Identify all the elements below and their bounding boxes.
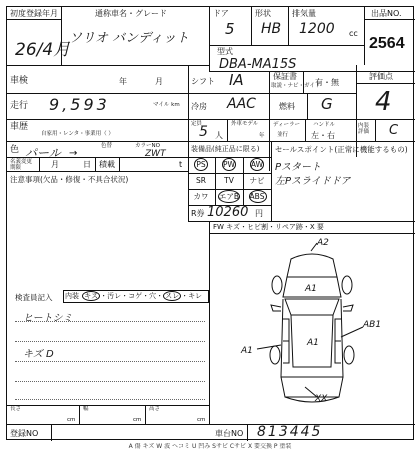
cargo-label: 積載	[99, 160, 115, 169]
length-unit: cm	[67, 417, 76, 423]
warranty-value: 有・無	[315, 78, 339, 87]
score-label: 評価点	[369, 72, 393, 81]
color-no-label: カラーNO	[135, 143, 160, 149]
diagram-mark-xx: XX	[315, 394, 328, 404]
height-unit: cm	[197, 417, 206, 423]
recycle-unit: 円	[255, 209, 263, 218]
diagram-legend: FW キズ・ヒビ割・リペア跡・X 要	[213, 223, 324, 231]
inspector-options: 内装 キズ ・汚レ・コゲ・穴・ スレ ・キレ	[63, 290, 209, 303]
diagram-mark-a1-side: A1	[241, 346, 253, 356]
diagram-mark-a1-hood: A1	[305, 284, 317, 294]
equipment-ps: PS	[196, 160, 206, 169]
exterior-year: 年	[259, 133, 265, 139]
shift-label: シフト	[191, 77, 215, 86]
interior-label: 内装評価	[358, 123, 370, 135]
inspector-option-interior: 内装	[65, 292, 79, 300]
name-change-month: 月	[51, 160, 59, 169]
listing-no-value: 2564	[369, 35, 405, 52]
equipment-pw: PW	[223, 160, 235, 169]
inspection-month: 月	[155, 77, 163, 86]
doors-label: ドア	[213, 9, 229, 18]
model-code-label: 型式	[217, 47, 233, 56]
shape-label: 形状	[255, 9, 271, 18]
reg-no-label: 登録NO	[10, 429, 39, 438]
score-value: 4	[375, 87, 392, 117]
inspector-label: 検査員記入	[15, 293, 53, 302]
footer-legend: A 傷 キズ W 波 ヘコミ U 凹み Sサビ Cサビ X 要交換 P 塗装	[128, 443, 292, 450]
dealer-sub: 並行	[277, 132, 289, 138]
equipment-label: 装備品(純正品に限る)	[191, 145, 260, 153]
name-change-label: 名義変更期限	[10, 159, 33, 171]
ac-label: 冷房	[191, 102, 207, 111]
mileage-value: 9,593	[49, 95, 110, 114]
equipment-sr: SR	[196, 176, 206, 185]
model-name-value: ソリオ バンディット	[69, 31, 189, 46]
inspector-note-2: キズ D	[23, 349, 54, 360]
inspection-label: 車検	[10, 76, 29, 86]
diagram-mark-a2: A2	[317, 238, 329, 248]
capacity-unit: 人	[215, 131, 223, 140]
length-label: 長さ	[10, 406, 22, 412]
history-sub: 自家用・レンタ・事業用（ ）	[41, 131, 114, 137]
equipment-navi: ナビ	[249, 176, 265, 185]
chassis-value: 813445	[257, 424, 323, 440]
inspector-option-hole: 穴	[149, 292, 157, 300]
width-label: 幅	[83, 406, 89, 412]
listing-no-label: 出品NO.	[371, 9, 402, 18]
name-change-day: 日	[83, 160, 91, 169]
mileage-unit: マイル km	[153, 102, 180, 108]
color-label: 色	[10, 145, 20, 155]
color-arrow-icon: →	[69, 148, 78, 159]
ac-value: AAC	[227, 96, 256, 112]
warranty-label: 保証書	[273, 72, 297, 81]
recycle-value: 10260	[207, 205, 249, 220]
model-name-label: 通称車名・グレード	[95, 9, 167, 18]
history-label: 車歴	[10, 122, 29, 132]
exterior-model-label: 外車モデル	[231, 121, 259, 127]
chassis-label: 車台NO	[215, 429, 244, 438]
fuel-value: G	[321, 95, 333, 113]
inspector-option-rub: スレ	[165, 292, 180, 300]
color-value: パール	[25, 146, 61, 160]
shape-value: HB	[261, 21, 282, 37]
car-diagram	[213, 237, 411, 417]
equipment-abs: ABS	[249, 192, 265, 201]
model-code-value: DBA-MA15S	[219, 57, 297, 72]
dealer-label: ディーラー	[273, 122, 301, 128]
inspector-option-dirt: 汚レ	[107, 292, 122, 300]
color-no-value: ZWT	[145, 149, 166, 159]
warranty-sub: 取説・ナビ・ガイド	[271, 83, 321, 89]
first-registration-value: 26/4月	[15, 40, 71, 60]
equipment-aw: AW	[250, 160, 264, 169]
displacement-value: 1200	[299, 21, 335, 37]
equipment-tv: TV	[224, 176, 234, 185]
mileage-label: 走行	[10, 101, 29, 111]
inspection-sheet	[6, 6, 414, 440]
inspector-option-burn: コゲ	[128, 292, 143, 300]
doors-value: 5	[225, 20, 235, 38]
inspection-year: 年	[119, 77, 127, 86]
handle-label: ハンドル	[313, 122, 336, 128]
capacity-label: 定員	[191, 121, 203, 127]
height-label: 高さ	[149, 406, 161, 412]
displacement-label: 排気量	[292, 9, 316, 18]
sales-point-label: セールスポイント(正常に機能するもの)	[275, 145, 408, 154]
inspector-option-scratch: キズ	[84, 292, 99, 300]
displacement-unit: cc	[349, 29, 358, 38]
equipment-airbag: エアB	[218, 192, 240, 201]
diagram-mark-a1-roof: A1	[307, 338, 319, 348]
inspector-option-cut: キレ	[188, 292, 203, 300]
shift-value: IA	[229, 71, 244, 89]
sales-point-line-1: Pスタート	[275, 162, 322, 173]
recycle-label: R券	[191, 209, 205, 218]
interior-value: C	[389, 123, 399, 138]
first-registration-label: 初度登録年月	[10, 9, 58, 18]
diagram-mark-ab1: AB1	[363, 320, 382, 330]
cargo-unit: t	[179, 160, 183, 169]
fuel-label: 燃料	[279, 102, 295, 111]
capacity-value: 5	[199, 124, 208, 140]
equipment-leather: カワ	[193, 192, 209, 201]
sales-point-line-2: 左Pスライドドア	[275, 176, 351, 187]
handle-value: 左・右	[311, 131, 335, 140]
inspector-note-1: ヒートシミ	[23, 313, 73, 324]
caution-label: 注意事項(欠品・修復・不具合状況)	[10, 175, 129, 184]
color-change-label: 色替	[101, 143, 113, 149]
width-unit: cm	[133, 417, 142, 423]
